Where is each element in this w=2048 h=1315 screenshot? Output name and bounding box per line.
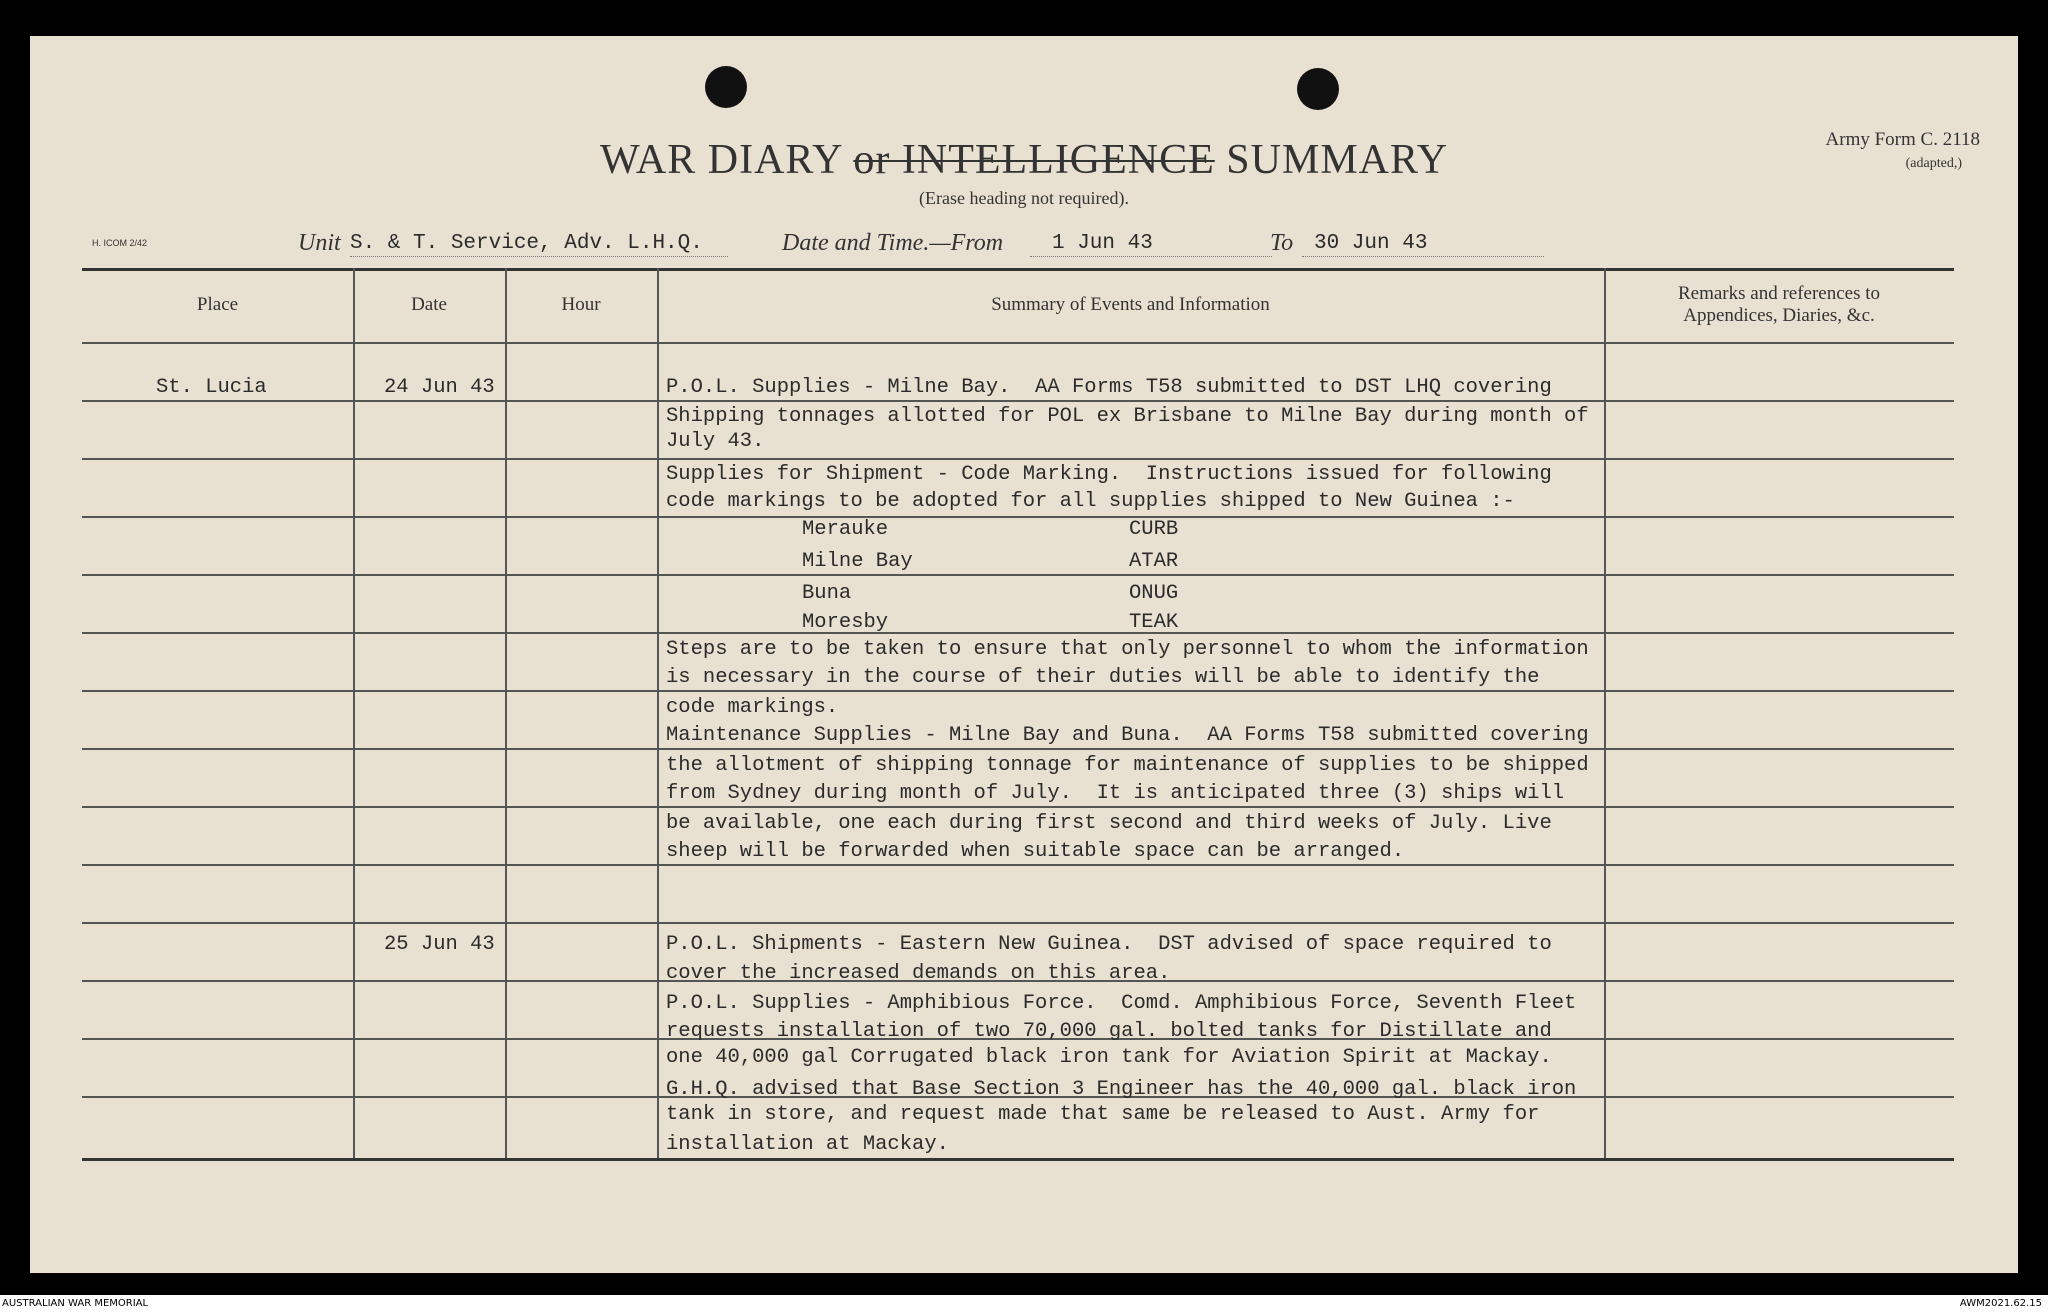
summary-line: sheep will be forwarded when suitable space can be arranged. [666, 840, 1405, 863]
to-field [1302, 232, 1544, 257]
from-field [1030, 232, 1272, 257]
row-rule [82, 458, 1954, 460]
place-entry: St. Lucia [156, 376, 267, 399]
summary-line: installation at Mackay. [666, 1133, 949, 1156]
archive-reference: AWM2021.62.15 [1959, 1298, 2042, 1309]
col-divider-hour [657, 268, 659, 1160]
to-label: To [1270, 230, 1294, 256]
code-value: TEAK [1129, 611, 1179, 634]
summary-line: P.O.L. Supplies - Amphibious Force. Comd. Amphibious Force, Seventh Fleet [666, 992, 1577, 1015]
row-rule [82, 690, 1954, 692]
summary-line: code markings. [666, 696, 839, 719]
summary-line: is necessary in the course of their duties will be able to identify the [666, 666, 1540, 689]
diary-table [82, 268, 1954, 1164]
summary-line: tank in store, and request made that same be released to Aust. Army for [666, 1103, 1540, 1126]
date-label: Date and Time.—From [782, 230, 1004, 256]
unit-value: S. & T. Service, Adv. L.H.Q. [350, 232, 703, 255]
summary-line: Steps are to be taken to ensure that only personnel to whom the information [666, 638, 1589, 661]
code-value: ATAR [1129, 550, 1179, 573]
struck-title-part: or INTELLIGENCE [853, 137, 1215, 183]
page-title: WAR DIARY or INTELLIGENCE SUMMARY [599, 137, 1449, 183]
summary-line: one 40,000 gal Corrugated black iron tank for Aviation Spirit at Mackay. [666, 1046, 1552, 1069]
header-rule [82, 342, 1954, 344]
row-rule [82, 400, 1954, 402]
form-code: H. ICOM 2/42 [92, 238, 148, 248]
row-rule [82, 516, 1954, 518]
column-header-remarks: Remarks and references to Appendices, Diaries, &c. [1677, 283, 1881, 326]
column-header-hour: Hour [561, 294, 601, 315]
summary-line: Maintenance Supplies - Milne Bay and Buna. AA Forms T58 submitted covering [666, 724, 1589, 747]
unit-label: Unit [298, 230, 341, 256]
summary-line: cover the increased demands on this area. [666, 962, 1171, 985]
row-rule [82, 806, 1954, 808]
code-value: ONUG [1129, 582, 1179, 605]
to-value: 30 Jun 43 [1314, 232, 1428, 255]
summary-line: Shipping tonnages allotted for POL ex Brisbane to Milne Bay during month of [666, 405, 1589, 428]
summary-line: July 43. [666, 430, 765, 453]
col-divider-summary [1604, 268, 1606, 1160]
summary-line: code markings to be adopted for all supplies shipped to New Guinea :- [666, 490, 1515, 513]
punch-hole-right [1297, 68, 1339, 110]
unit-field [350, 232, 728, 257]
summary-line: the allotment of shipping tonnage for maintenance of supplies to be shipped [666, 754, 1589, 777]
table-bottom-rule [82, 1158, 1954, 1161]
summary-line: from Sydney during month of July. It is anticipated three (3) ships will [666, 782, 1565, 805]
code-place: Moresby [802, 611, 889, 634]
column-header-date: Date [411, 294, 447, 315]
date-entry: 24 Jun 43 [384, 376, 495, 399]
summary-line: be available, one each during first second and third weeks of July. Live [666, 812, 1552, 835]
archive-footer [0, 1295, 2048, 1315]
summary-line: Supplies for Shipment - Code Marking. Instructions issued for following [666, 463, 1552, 486]
column-header-summary: Summary of Events and Information [991, 294, 1270, 315]
subtitle: (Erase heading not required). [919, 188, 1129, 208]
date-entry: 25 Jun 43 [384, 933, 495, 956]
row-rule [82, 864, 1954, 866]
column-header-place: Place [196, 294, 239, 315]
code-place: Buna [802, 582, 852, 605]
row-rule [82, 748, 1954, 750]
punch-hole-left [705, 66, 747, 108]
row-rule [82, 574, 1954, 576]
army-form-label: Army Form C. 2118 (adapted,) [1826, 128, 1980, 176]
army-form-note: (adapted,) [1905, 156, 1962, 171]
from-value: 1 Jun 43 [1052, 232, 1153, 255]
code-place: Milne Bay [802, 550, 913, 573]
summary-line: requests installation of two 70,000 gal. bolted tanks for Distillate and [666, 1020, 1552, 1043]
code-value: CURB [1129, 518, 1179, 541]
col-divider-place [353, 268, 355, 1160]
row-rule [82, 632, 1954, 634]
col-divider-date [505, 268, 507, 1160]
diary-page [30, 36, 2018, 1273]
summary-line: G.H.Q. advised that Base Section 3 Engineer has the 40,000 gal. black iron [666, 1078, 1577, 1101]
archive-name: AUSTRALIAN WAR MEMORIAL [2, 1298, 149, 1309]
summary-line: P.O.L. Shipments - Eastern New Guinea. DST advised of space required to [666, 933, 1552, 956]
code-place: Merauke [802, 518, 889, 541]
summary-line: P.O.L. Supplies - Milne Bay. AA Forms T58 submitted to DST LHQ covering [666, 376, 1552, 399]
row-rule [82, 922, 1954, 924]
